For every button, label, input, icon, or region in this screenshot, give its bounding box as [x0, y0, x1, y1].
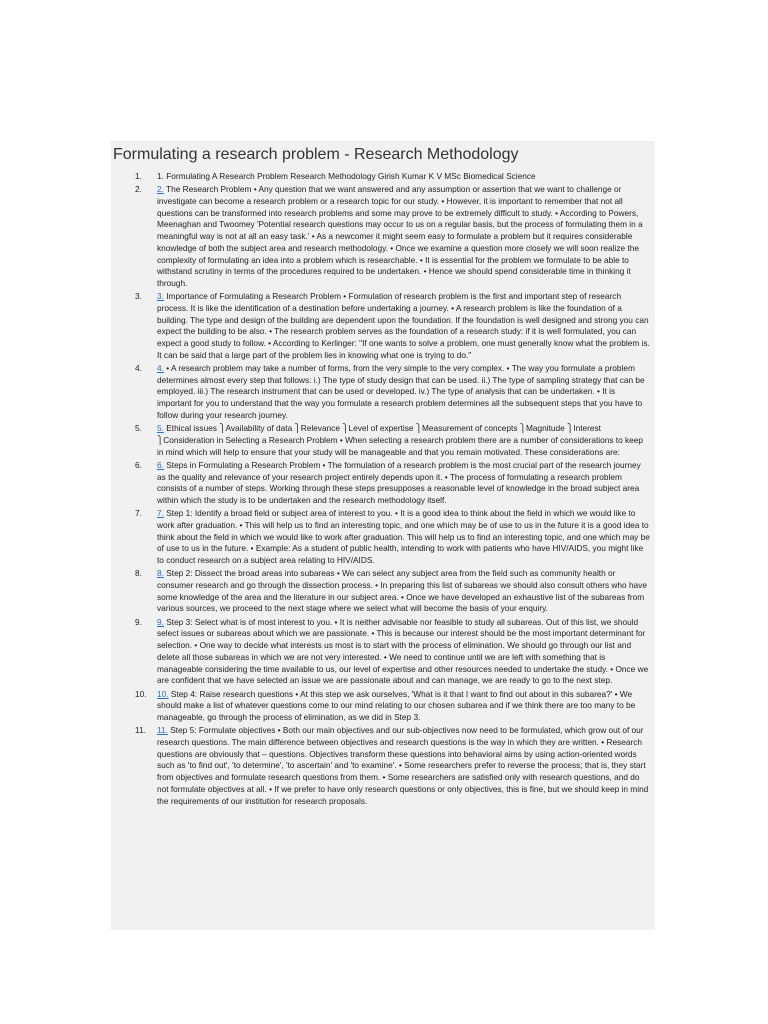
list-item	[111, 363, 655, 422]
item-text: Steps in Formulating a Research Problem • The formulation of a research problem is the most crucial part of the research journey as the quality and relevance of your research project entirely depends upon it. • The process of formulating a research problem consists of a number of steps. Working through these steps presupposes a reasonable level of knowledge in the broad subject area within which the study is to be undertaken and the research methodology itself.	[157, 459, 641, 505]
item-number: 6.	[135, 459, 142, 470]
list-item	[111, 184, 655, 289]
item-link[interactable]: 4.	[157, 363, 164, 374]
item-link[interactable]: 2.	[157, 184, 164, 195]
item-link[interactable]: 7.	[157, 508, 164, 519]
item-text: Importance of Formulating a Research Problem • Formulation of research problem is the first and important step of research process. It is like the identification of a destination before undertaking a journey. • A research problem is like the foundation of a building. The type and design of the building are dependent upon the foundation. If the foundation is well designed and strong you can expect the building to be also. • The research problem serves as the foundation of a research study: if it is well formulated, you can expect a good study to follow. • According to Kerlinger: "If one wants to solve a problem, one must generally know what the problem is. It can be said that a large part of the problem lies in knowing what one is trying to do."	[157, 291, 650, 360]
item-link[interactable]: 10.	[157, 688, 169, 699]
item-text: Step 1: Identify a broad field or subject area of interest to you. • It is a good idea to think about the field in which we would like to work after graduation. • This will help us to find an interesting topic, and one which may be of use to us in the future it is a good idea to think about the field in which we would like to work after graduation. This will help us to find an interesting topic, and one which may be of use to us in the future. • Example: As a student of public health, intending to work with patients who have HIV/AIDS, you might like to conduct research on a subject area relating to HIV/AIDS.	[157, 508, 650, 566]
item-text: The Research Problem • Any question that we want answered and any assumption or assertion that we want to challenge or investigate can become a research problem or a research topic for our study. • However, it is important to remember that not all questions can be transformed into research problems and some may prove to be extremely difficult to study. • According to Powers, Meenaghan and Twoomey 'Potential research questions may occur to us on a regular basis, but the process of formulating them in a meaningful way is not at all an easy task.' • As a newcomer it might seem easy to formulate a problem but it requires considerable knowledge of both the subject area and research methodology. • Once we examine a question more closely we will soon realize the complexity of formulating an idea into a problem which is researchable. • It is essential for the problem we formulate to be able to withstand scrutiny in terms of the procedures required to be undertaken. • Hence we should spend considerable time in thinking it through.	[157, 184, 643, 288]
item-number: 2.	[135, 184, 142, 195]
item-number: 11.	[135, 725, 146, 736]
item-text: Step 4: Raise research questions • At this step we ask ourselves, 'What is it that I want to find out about in this subarea?' • We should make a list of whatever questions come to our mind relating to our chosen subarea and if we think there are too many to be manageable, go through the process of elimination, as we did in Step 3.	[157, 688, 636, 722]
list-item	[111, 617, 655, 687]
list-item	[111, 291, 655, 361]
item-link[interactable]: 5.	[157, 423, 164, 434]
item-link[interactable]: 9.	[157, 616, 164, 627]
item-link[interactable]: 3.	[157, 291, 164, 302]
item-number: 9.	[135, 616, 142, 627]
item-text: • A research problem may take a number of forms, from the very simple to the very complex. • The way you formulate a problem determines almost every step that follows: i.) The type of study design that can be used. ii.) The type of sampling strategy that can be employed. iii.) The research instrument that can be used or developed. iv.) The type of analysis that can be undertaken. • It is important for you to understand that the way you formulate a research problem determines all the subsequent steps that you have to follow during your research journey.	[157, 363, 645, 420]
list-item	[111, 460, 655, 507]
item-text: Step 5: Formulate objectives • Both our main objectives and our sub-objectives now need to be formulated, which grow out of our research questions. The main difference between objectives and research questions is the way in which they are written. • Research questions are obviously that – questions. Objectives transform these questions into behavioral aims by using action-oriented words such as 'to find out', 'to determine', 'to ascertain' and 'to examine'. • Some researchers prefer to reverse the process; that is, they start from objectives and formulate research questions from them. • Some researchers are satisfied only with research questions, and do not formulate objectives at all. • If we prefer to have only research questions or only objectives, this is fine, but we should keep in mind the requirements of our institution for research proposals.	[157, 725, 649, 806]
list-item	[111, 568, 655, 615]
list-item	[111, 171, 655, 183]
item-link[interactable]: 6.	[157, 459, 164, 470]
item-link[interactable]: 8.	[157, 568, 164, 579]
list-item	[111, 508, 655, 567]
item-text: Step 2: Dissect the broad areas into subareas • We can select any subject area from the field such as community health or consumer research and go through the dissection process. • In preparing this list of subareas we should also consult others who have some knowledge of the area and the literature in our subject area. • Once we have developed an exhaustive list of the subareas from various sources, we proceed to the next stage where we select what will become the basis of your enquiry.	[157, 568, 647, 614]
list-item	[111, 689, 655, 724]
item-link[interactable]: 11.	[157, 725, 168, 736]
item-number: 1.	[135, 171, 142, 181]
list-item	[111, 725, 655, 807]
item-number: 5.	[135, 423, 142, 434]
item-number: 7.	[135, 508, 142, 519]
item-text: 1. Formulating A Research Problem Research Methodology Girish Kumar K V MSc Biomedical Science	[157, 171, 536, 181]
item-number: 8.	[135, 568, 142, 579]
item-text: Ethical issues ⎫Availability of data ⎫Relevance ⎫Level of expertise ⎫Measurement of concepts ⎫Magnitude ⎫Interest ⎫Consideration in Selecting a Research Problem • When selecting a research problem there are a number of considerations to keep in mind which will help to ensure that your study will be manageable and that you remain motivated. These considerations are:	[157, 423, 643, 457]
item-number: 4.	[135, 363, 142, 374]
item-list	[111, 171, 655, 807]
document-title: Formulating a research problem - Research Methodology	[113, 146, 519, 163]
document-page	[111, 141, 655, 930]
item-number: 10.	[135, 688, 147, 699]
list-item	[111, 423, 655, 458]
item-number: 3.	[135, 291, 142, 302]
item-text: Step 3: Select what is of most interest to you. • It is neither advisable nor feasible to study all subareas. Out of this list, we should select issues or subareas about which we are passionate. • This is because our interest should be the most important determinant for selection. • One way to decide what interests us most is to start with the process of elimination. We should go through our list and delete all those subareas in which we are not very interested. • We need to continue until we are left with something that is manageable considering the time available to us, our level of expertise and other resources needed to undertake the study. • Once we are confident that we have selected an issue we are passionate about and can manage, we are ready to go to the next step.	[157, 616, 649, 686]
